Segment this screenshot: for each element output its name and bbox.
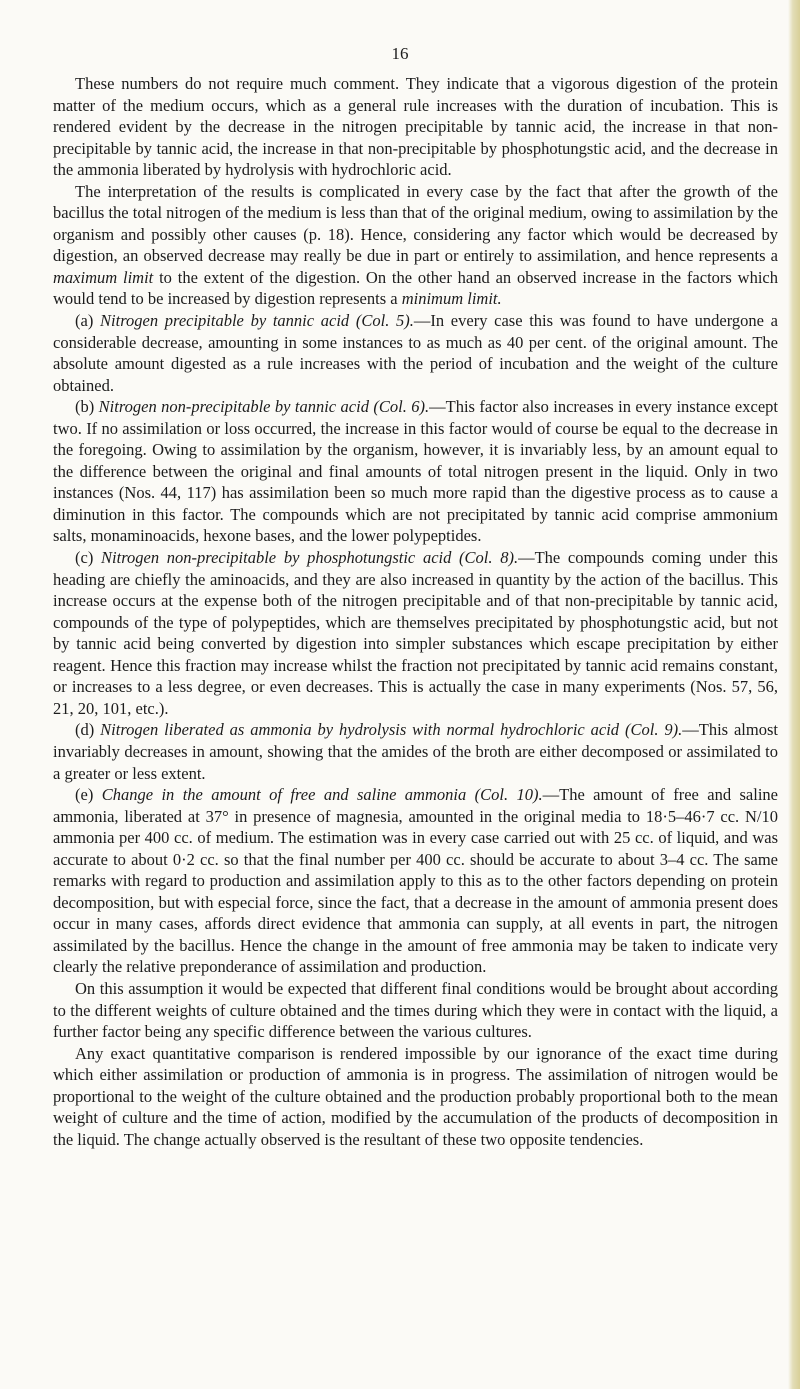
paragraph (53, 310, 778, 396)
paragraph (53, 181, 778, 310)
text-run: (a) (75, 311, 101, 331)
text-run: —This factor also increases in every instance except two. If no assimilation or loss occurred, the increase in this factor would of course be equal to the decrease in the foregoing. Owing to assimilation by the organism, however, it is invariably less, by an amount equal to the difference between the original and final amounts of total nitrogen present in the liquid. Only in two instances (Nos. 44, 117) has assimilation been so much more rapid than the digestive process as to cause a diminution in this factor. The compounds which are not precipitated by tannic acid comprise ammonium salts, monaminoacids, hexone bases, and the lower polypeptides. (53, 397, 778, 546)
page-number: 16 (391, 44, 409, 63)
text-run: (b) (75, 397, 99, 417)
text-run: (e) (75, 785, 102, 805)
paragraph (53, 73, 778, 181)
italic-text: Nitrogen liberated as ammonia by hydrolysis with normal hydrochloric acid (Col. 9). (100, 720, 683, 740)
text-run: Any exact quantitative comparison is rendered impossible by our ignorance of the exact time during which either assimilation or production of ammonia is in progress. The assimilation of nitrogen would be proportional to the weight of the culture obtained and the production probably proportional both to the mean weight of culture and the time of action, modified by the accumulation of the products of decomposition in the liquid. The change actually observed is the resultant of these two opposite tendencies. (53, 1043, 778, 1149)
text-run: —The compounds coming under this heading are chiefly the aminoacids, and they are also increased in quantity by the action of the bacillus. This increase occurs at the expense both of the nitrogen precipitable and of that non-precipitable by tannic acid, compounds of the type of polypeptides, which are themselves precipitated by phosphotungstic acid, but not by tannic acid being converted by digestion into simpler substances which escape precipitation by either reagent. Hence this fraction may increase whilst the fraction not precipitated by tannic acid remains constant, or increases to a less degree, or even decreases. This is actually the case in many experiments (Nos. 57, 56, 21, 20, 101, etc.). (53, 548, 778, 718)
italic-text: Nitrogen non-precipitable by tannic acid (Col. 6). (98, 397, 430, 417)
italic-text: Nitrogen precipitable by tannic acid (Col. 5). (100, 311, 414, 331)
text-run: (d) (75, 720, 101, 740)
text-run: —This almost invariably decreases in amount, showing that the amides of the broth are either decomposed or assimilated to a greater or less extent. (53, 720, 778, 783)
italic-text: maximum limit (53, 267, 154, 287)
italic-text: Change in the amount of free and saline ammonia (Col. 10). (101, 785, 543, 805)
paragraph (53, 719, 778, 784)
paragraph (53, 978, 778, 1043)
text-run: On this assumption it would be expected that different final conditions would be brought about according to the different weights of culture obtained and the times during which they were in contact with the liquid, a further factor being any specific difference between the various cultures. (53, 978, 778, 1042)
paragraph (53, 784, 778, 978)
text-run: (c) (75, 548, 102, 568)
italic-text: minimum limit. (401, 289, 502, 309)
paragraph (53, 1043, 778, 1151)
italic-text: Nitrogen non-precipitable by phosphotungstic acid (Col. 8). (101, 548, 519, 568)
body-text (53, 73, 778, 1150)
paragraph (53, 547, 778, 719)
text-run: —The amount of free and saline ammonia, liberated at 37° in presence of magnesia, amounted in the original media to 18·5–46·7 cc. N/10 ammonia per 400 cc. of medium. The estimation was in every case carried out with 25 cc. of liquid, and was accurate to about 0·2 cc. so that the final number per 400 cc. should be accurate to about 3–4 cc. The same remarks with regard to production and assimilation apply to this as to the other factors depending on protein decomposition, but with especial force, since the fact, that a decrease in the amount of ammonia present does occur in many cases, affords direct evidence that ammonia can supply, at all events in part, the nitrogen assimilated by the bacillus. Hence the change in the amount of free ammonia may be taken to indicate very clearly the relative preponderance of assimilation and production. (53, 785, 778, 977)
text-run: —In every case this was found to have undergone a considerable decrease, amounting in some instances to as much as 40 per cent. of the original amount. The absolute amount digested as a rule increases with the period of incubation and the weight of the culture obtained. (53, 311, 778, 395)
text-run: to the extent of the digestion. On the other hand an observed increase in the factors which would tend to be increased by digestion represents a (53, 267, 778, 309)
paragraph (53, 396, 778, 547)
text-run: These numbers do not require much comment. They indicate that a vigorous digestion of the protein matter of the medium occurs, which as a general rule increases with the duration of incubation. This is rendered evident by the decrease in the nitrogen precipitable by tannic acid, the increase in that non-precipitable by tannic acid, the increase in that non-precipitable by phosphotungstic acid, and the decrease in the ammonia liberated by hydrolysis with hydrochloric acid. (53, 74, 778, 180)
page-edge-shadow (788, 0, 800, 1389)
text-run: The interpretation of the results is complicated in every case by the fact that after the growth of the bacillus the total nitrogen of the medium is less than that of the original medium, owing to assimilation by the organism and possibly other causes (p. 18). Hence, considering any factor which would be decreased by digestion, an observed decrease may really be due in part or entirely to assimilation, and hence represents a (53, 181, 778, 266)
